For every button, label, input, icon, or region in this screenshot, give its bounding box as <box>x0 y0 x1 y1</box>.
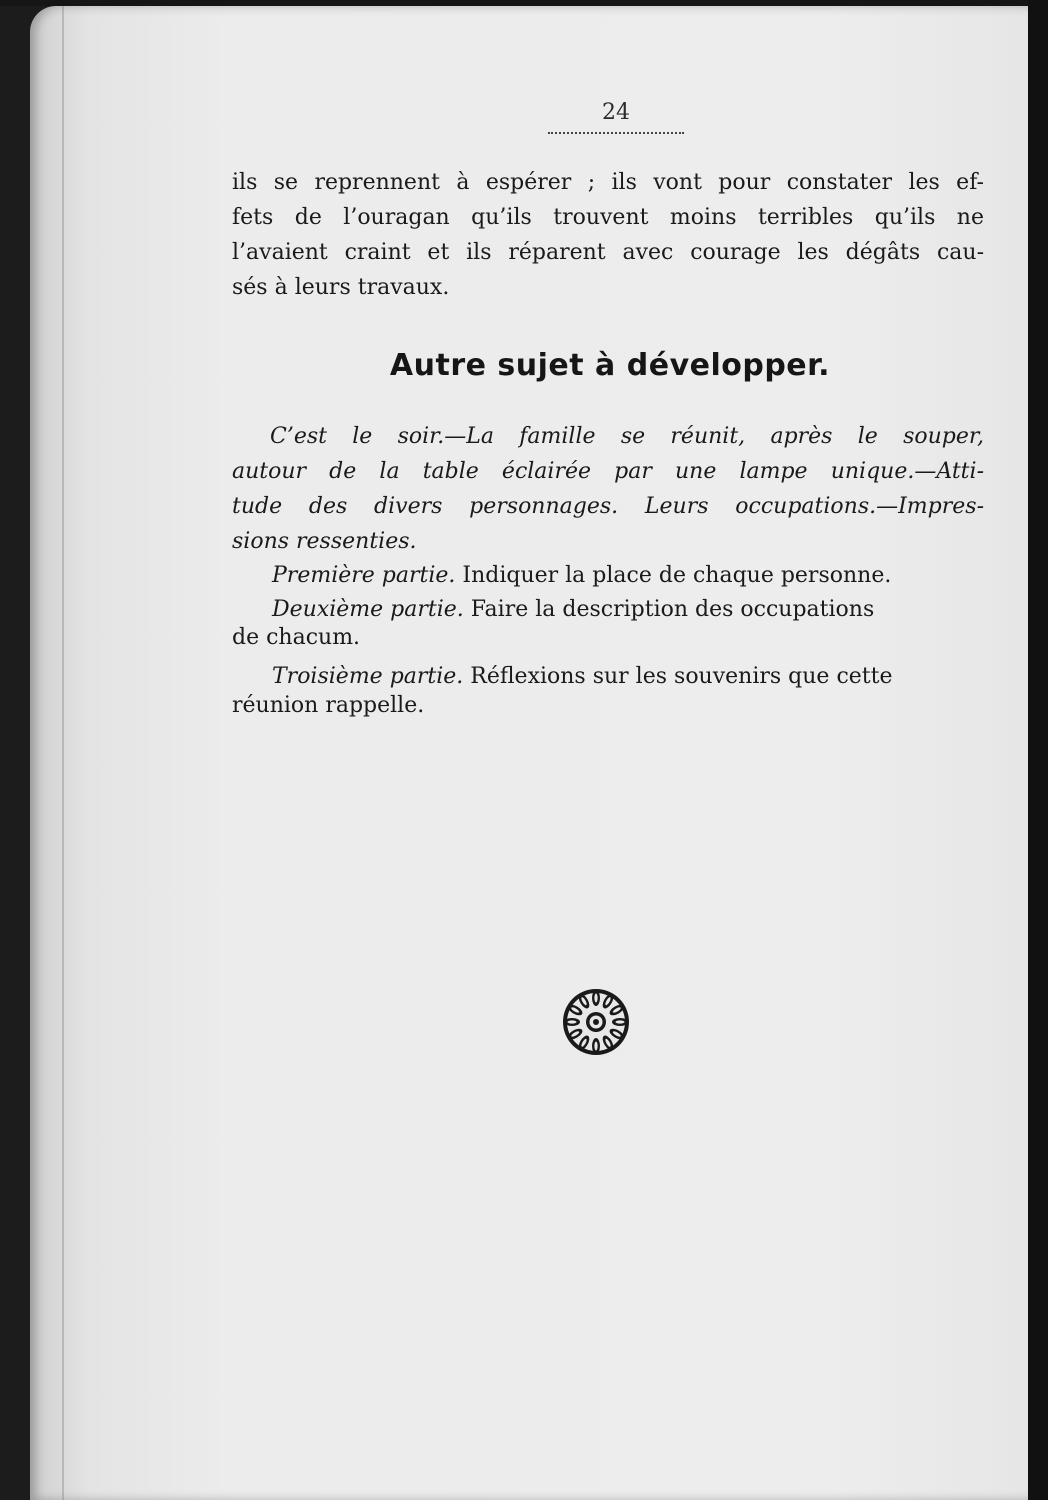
subject-line: tude des divers personnages. Leurs occupations.—Impres- <box>232 494 984 519</box>
part-three-label: Troisième partie. <box>272 664 464 689</box>
part-two-continuation: de chacum. <box>232 625 361 650</box>
part-three-continuation: réunion rappelle. <box>232 693 425 718</box>
page-number-rule <box>548 132 684 134</box>
subject-line: sions ressenties. <box>232 529 417 554</box>
part-two <box>272 597 874 622</box>
section-heading: Autre sujet à développer. <box>389 348 831 383</box>
part-two-text: Faire la description des occupations <box>470 597 875 622</box>
page-fold-edge <box>62 6 64 1500</box>
part-two-label: Deuxième partie. <box>272 597 464 622</box>
rosette-ornament-icon <box>561 987 631 1057</box>
intro-line: l’avaient craint et ils réparent avec courage les dégâts cau- <box>232 240 984 265</box>
intro-line: sés à leurs travaux. <box>232 275 450 300</box>
page-number: 24 <box>602 100 630 125</box>
part-one-text: Indiquer la place de chaque personne. <box>462 563 892 588</box>
part-one-label: Première partie. <box>272 563 456 588</box>
intro-line: ils se reprennent à espérer ; ils vont pour constater les ef- <box>232 170 984 195</box>
part-three <box>272 664 893 689</box>
subject-line: C’est le soir.—La famille se réunit, après le souper, <box>270 424 984 449</box>
scan-right-border <box>1028 0 1048 1500</box>
part-three-text: Réflexions sur les souvenirs que cette <box>470 664 893 689</box>
show-through-texture <box>215 790 995 1430</box>
subject-line: autour de la table éclairée par une lampe unique.—Atti- <box>232 459 984 484</box>
part-one <box>272 563 891 588</box>
intro-line: fets de l’ouragan qu’ils trouvent moins terribles qu’ils ne <box>232 205 984 230</box>
